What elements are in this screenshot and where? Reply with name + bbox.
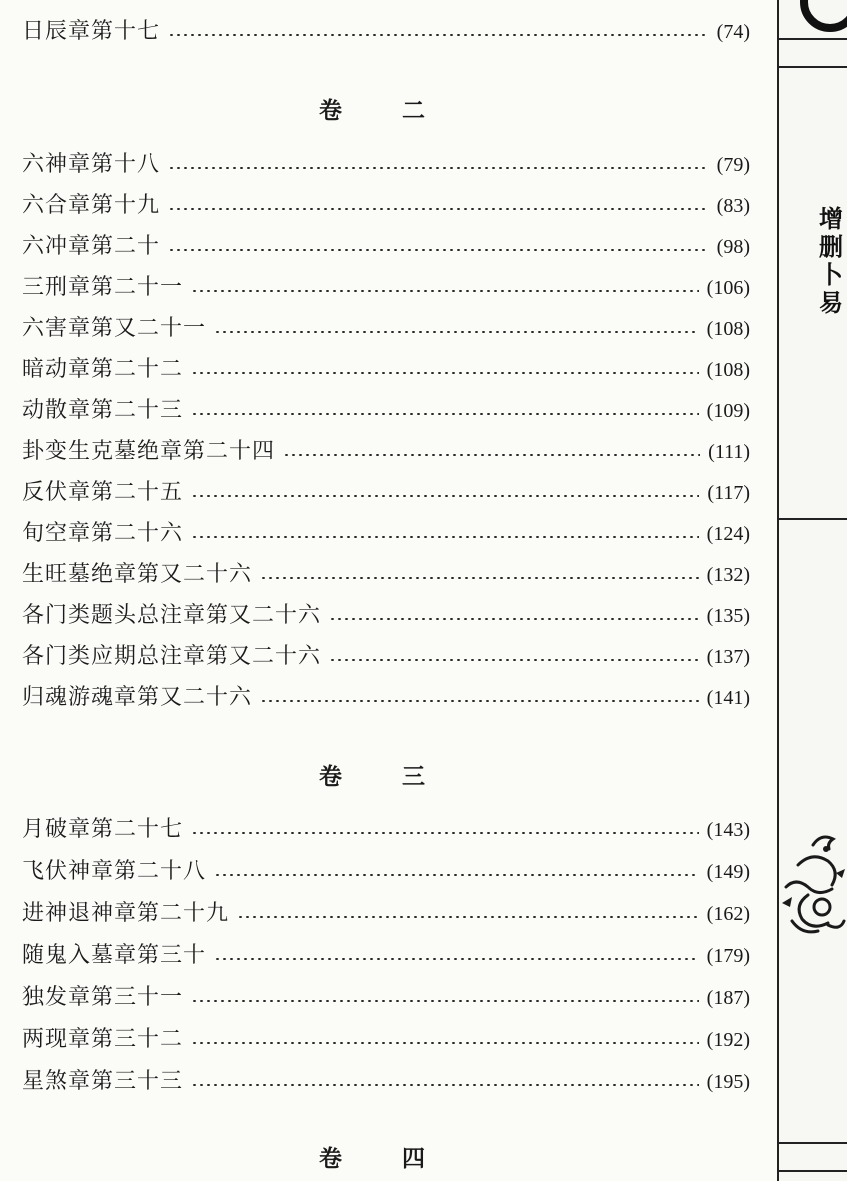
dot-leader	[214, 958, 699, 960]
dot-leader	[191, 495, 699, 497]
toc-entry-title: 反伏章第二十五	[22, 480, 184, 505]
toc-entry	[22, 15, 750, 49]
toc-entry-page: (187)	[706, 987, 750, 1009]
toc-entry	[22, 435, 750, 469]
toc-entry	[22, 353, 750, 387]
toc-entry-page: (98)	[716, 236, 750, 258]
toc-entry-title: 独发章第三十一	[22, 985, 184, 1010]
toc-entry-page: (108)	[706, 318, 750, 340]
toc-entry	[22, 271, 750, 305]
toc-entry-title: 进神退神章第二十九	[22, 901, 230, 926]
dot-leader	[329, 618, 699, 620]
toc-entry-page: (117)	[707, 482, 750, 504]
toc-entry	[22, 855, 750, 889]
section-heading-vol3: 卷 三	[318, 764, 451, 790]
dot-leader	[191, 290, 699, 292]
section-heading-vol2: 卷 二	[318, 98, 451, 124]
dot-leader	[329, 659, 699, 661]
toc-entry-title: 三刑章第二十一	[22, 275, 184, 300]
toc-entry-page: (143)	[706, 819, 750, 841]
toc-entry	[22, 517, 750, 551]
toc-entry-page: (141)	[706, 687, 750, 709]
divider	[779, 38, 847, 40]
toc-entry-page: (132)	[706, 564, 750, 586]
dot-leader	[260, 577, 699, 579]
dot-leader	[191, 1000, 699, 1002]
toc-entry-title: 暗动章第二十二	[22, 357, 184, 382]
toc-entry-page: (162)	[706, 903, 750, 925]
spine-char: 删	[819, 233, 843, 261]
spine-char: 增	[819, 205, 843, 233]
toc-entry-page: (195)	[706, 1071, 750, 1093]
toc-entry	[22, 1023, 750, 1057]
toc-entry	[22, 558, 750, 592]
toc-entry-page: (179)	[706, 945, 750, 967]
toc-entry	[22, 981, 750, 1015]
dot-leader	[237, 916, 699, 918]
toc-entry-page: (74)	[716, 21, 750, 43]
toc-entry-page: (192)	[706, 1029, 750, 1051]
spine-title	[819, 205, 847, 317]
dot-leader	[191, 1042, 699, 1044]
dot-leader	[214, 874, 699, 876]
divider	[779, 66, 847, 68]
spine-char: 易	[819, 289, 843, 317]
toc-entry	[22, 1065, 750, 1099]
dot-leader	[191, 536, 699, 538]
toc-entry-page: (137)	[706, 646, 750, 668]
toc-entry-page: (109)	[706, 400, 750, 422]
toc-entry-page: (135)	[706, 605, 750, 627]
toc-entry-page: (79)	[716, 154, 750, 176]
toc-entry-title: 旬空章第二十六	[22, 521, 184, 546]
toc-entry-title: 六害章第又二十一	[22, 316, 207, 341]
toc-entry	[22, 148, 750, 182]
toc-entry-title: 月破章第二十七	[22, 817, 184, 842]
toc-entry	[22, 312, 750, 346]
dragon-emblem-icon	[778, 825, 847, 955]
toc-entry-title: 六合章第十九	[22, 193, 161, 218]
toc-entry-title: 飞伏神章第二十八	[22, 859, 207, 884]
toc-entry-title: 动散章第二十三	[22, 398, 184, 423]
spine-char: 卜	[819, 261, 843, 289]
toc-entry-title: 随鬼入墓章第三十	[22, 943, 207, 968]
dot-leader	[191, 413, 699, 415]
dot-leader	[283, 454, 700, 456]
toc-entry-page: (106)	[706, 277, 750, 299]
toc-entry-title: 生旺墓绝章第又二十六	[22, 562, 253, 587]
toc-entry-title: 六神章第十八	[22, 152, 161, 177]
toc-entry	[22, 189, 750, 223]
book-spine-panel	[777, 0, 847, 1181]
toc-entry	[22, 813, 750, 847]
toc-entry	[22, 394, 750, 428]
dot-leader	[168, 167, 709, 169]
toc-entry-title: 星煞章第三十三	[22, 1069, 184, 1094]
toc-entry	[22, 939, 750, 973]
toc-entry-page: (83)	[716, 195, 750, 217]
dot-leader	[191, 1084, 699, 1086]
toc-entry-title: 各门类应期总注章第又二十六	[22, 644, 322, 669]
toc-entry-page: (111)	[708, 441, 750, 463]
toc-entry	[22, 681, 750, 715]
divider	[779, 518, 847, 520]
dot-leader	[214, 331, 699, 333]
toc-entry-title: 六冲章第二十	[22, 234, 161, 259]
divider	[779, 1142, 847, 1144]
toc-entry-page: (108)	[706, 359, 750, 381]
dot-leader	[191, 372, 699, 374]
toc-entry-title: 两现章第三十二	[22, 1027, 184, 1052]
dot-leader	[168, 34, 709, 36]
divider	[779, 1170, 847, 1172]
toc-entry	[22, 599, 750, 633]
dot-leader	[168, 208, 709, 210]
section-heading-vol4: 卷 四	[318, 1146, 451, 1172]
toc-entry	[22, 640, 750, 674]
toc-entry-title: 各门类题头总注章第又二十六	[22, 603, 322, 628]
toc-entry-title: 归魂游魂章第又二十六	[22, 685, 253, 710]
dot-leader	[260, 700, 699, 702]
dot-leader	[168, 249, 709, 251]
toc-entry	[22, 897, 750, 931]
toc-entry	[22, 230, 750, 264]
toc-entry-page: (149)	[706, 861, 750, 883]
toc-entry	[22, 476, 750, 510]
toc-entry-title: 卦变生克墓绝章第二十四	[22, 439, 276, 464]
toc-entry-title: 日辰章第十七	[22, 19, 161, 44]
toc-entry-page: (124)	[706, 523, 750, 545]
dot-leader	[191, 832, 699, 834]
